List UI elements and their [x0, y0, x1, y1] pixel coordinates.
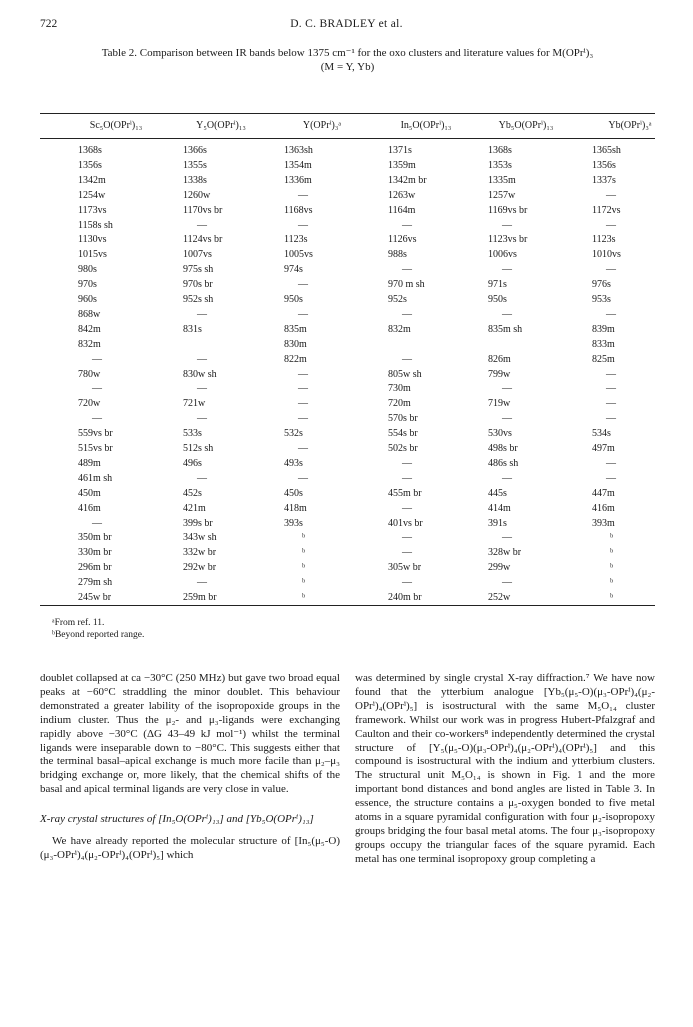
table-cell: 497m [592, 443, 615, 454]
table-cell: 1172vs [592, 204, 621, 216]
table-cell: — [402, 532, 412, 544]
table-cell: ᵇ [302, 532, 306, 544]
table-cell: 1130vs [78, 234, 107, 246]
table-cell: ᵇ [302, 592, 306, 603]
table-cell: 461m sh [78, 472, 113, 484]
table-cell: 970s br [183, 279, 213, 291]
table-cell: 720m [388, 398, 411, 410]
table-row [40, 473, 655, 485]
table-cell: 502s br [388, 443, 418, 454]
table-caption [40, 46, 655, 74]
right-text-column [355, 672, 655, 867]
column-header: Y₅O(OPrⁱ)₁₃ [196, 120, 246, 131]
table-cell: 1257w [488, 189, 516, 201]
table-cell: 1368s [78, 145, 102, 156]
table-cell: 1354m [284, 159, 312, 171]
table-cell: 450m [78, 487, 101, 499]
table-row [40, 339, 655, 351]
table-cell: 332w br [183, 547, 217, 559]
table-cell: — [606, 472, 616, 484]
table-cell: 498s br [488, 443, 518, 454]
table-cell: 1356s [592, 159, 616, 171]
table-cell: — [402, 502, 412, 514]
table-cell: 421m [183, 502, 206, 514]
table-cell: 350m br [78, 532, 112, 544]
table-cell: 1169vs br [488, 204, 528, 216]
table-cell: 830m [284, 338, 307, 350]
table-cell: 1015vs [78, 249, 107, 261]
table-cell: 1363sh [284, 145, 313, 156]
table-cell: 960s [78, 294, 97, 305]
table-cell: 418m [284, 502, 307, 514]
table-cell: 952s [388, 294, 407, 305]
table-cell: 1263w [388, 189, 416, 201]
table-cell: — [502, 219, 512, 231]
column-header: Y(OPrⁱ)₃ᵃ [302, 120, 342, 131]
table-cell: 1164m [388, 204, 416, 216]
table-cell: 1010vs [592, 249, 621, 261]
table-cell: 515vs br [78, 443, 113, 454]
table-cell: — [606, 264, 616, 276]
table-cell: — [298, 308, 308, 320]
table-row [40, 413, 655, 425]
table-cell: 822m [284, 353, 307, 365]
table-cell: ᵇ [610, 577, 614, 589]
table-row [40, 532, 655, 544]
table-cell: 328w br [488, 547, 522, 559]
table-cell: 1123vs br [488, 234, 528, 246]
table-cell: 252w [488, 592, 511, 603]
table-row [40, 160, 655, 172]
table-cell: 719w [488, 398, 511, 410]
table-cell: — [197, 413, 207, 425]
table-cell: 1368s [488, 145, 512, 156]
table-cell: 720w [78, 398, 101, 410]
table-cell: 399s br [183, 517, 213, 529]
table-cell: 1353s [488, 159, 512, 171]
table-cell: — [402, 308, 412, 320]
table-cell: 299w [488, 562, 511, 574]
table-cell: — [502, 532, 512, 544]
table-header-row [40, 120, 655, 134]
table-cell: 1336m [284, 174, 312, 186]
table-row [40, 577, 655, 589]
table-cell: 842m [78, 323, 101, 335]
table-cell: — [197, 219, 207, 231]
table-cell: 831s [183, 323, 202, 335]
table-cell: 1124vs br [183, 234, 223, 246]
table-cell: 570s br [388, 413, 418, 425]
table-cell: — [298, 383, 308, 395]
table-cell: 559vs br [78, 428, 113, 440]
running-header [0, 18, 693, 34]
table-row [40, 264, 655, 276]
table-cell: — [92, 383, 102, 395]
table-row [40, 279, 655, 291]
table-cell: 980s [78, 264, 97, 276]
table-cell: 445s [488, 487, 507, 499]
table-cell: — [402, 472, 412, 484]
table-cell: 953s [592, 294, 611, 305]
table-cell: 1005vs [284, 249, 313, 261]
table-cell: 988s [388, 249, 407, 261]
table-cell: 1371s [388, 145, 412, 156]
table-cell: 240m br [388, 592, 422, 603]
table-cell: 1123s [284, 234, 308, 246]
table-cell: — [298, 398, 308, 410]
section-heading: X-ray crystal structures of [In₅O(OPrⁱ)₁₃] and [Yb₅O(OPrⁱ)₁₃] [40, 813, 314, 826]
table-cell: — [197, 577, 207, 589]
table-cell: 835m [284, 323, 307, 335]
table-cell: 416m [592, 502, 615, 514]
table-cell: 950s [488, 294, 507, 305]
table-cell: 1359m [388, 159, 416, 171]
table-footnotes [52, 617, 144, 641]
table-cell: — [606, 413, 616, 425]
table-cell: 1355s [183, 159, 207, 171]
table-cell: — [606, 368, 616, 380]
column-header: Sc₅O(OPrⁱ)₁₃ [89, 120, 143, 131]
table-row [40, 234, 655, 246]
table-cell: 393s [284, 517, 303, 529]
table-row [40, 294, 655, 306]
table-cell: 826m [488, 353, 511, 365]
table-cell: 292w br [183, 562, 217, 574]
table-cell: — [606, 189, 616, 201]
table-cell: 391s [488, 517, 507, 529]
table-cell: 868w [78, 308, 101, 320]
table-cell: 493s [284, 457, 303, 469]
table-row [40, 383, 655, 395]
table-cell: 971s [488, 279, 507, 291]
table-cell: 1337s [592, 174, 616, 186]
table-cell: 839m [592, 323, 615, 335]
table-cell: 1158s sh [78, 219, 113, 231]
column-header: In₅O(OPrⁱ)₁₃ [400, 120, 452, 131]
table-cell: 1123s [592, 234, 616, 246]
table-cell: 1168vs [284, 204, 313, 216]
table-row [40, 175, 655, 187]
table-cell: — [298, 189, 308, 201]
table-cell: — [402, 547, 412, 559]
table-cell: 416m [78, 502, 101, 514]
table-row [40, 205, 655, 217]
table-cell: 1170vs br [183, 204, 223, 216]
table-cell: — [298, 443, 308, 454]
table-cell: 1342m [78, 174, 106, 186]
table-row [40, 592, 655, 604]
table-cell: 974s [284, 264, 303, 276]
table-cell: 730m [388, 383, 411, 395]
running-title: D. C. BRADLEY et al. [290, 18, 403, 30]
table-cell: 952s sh [183, 294, 214, 305]
table-cell: — [502, 308, 512, 320]
left-text-column [40, 672, 340, 863]
table-cell: 259m br [183, 592, 217, 603]
table-row [40, 518, 655, 530]
table-cell: 296m br [78, 562, 112, 574]
table-cell: 330m br [78, 547, 112, 559]
page-number: 722 [40, 18, 58, 30]
table-cell: — [606, 383, 616, 395]
table-cell: — [298, 472, 308, 484]
table-row [40, 562, 655, 574]
table-cell: — [402, 577, 412, 589]
table-row [40, 249, 655, 261]
table-cell: — [606, 457, 616, 469]
table-cell: ᵇ [610, 592, 614, 603]
table-header-rule [40, 138, 655, 139]
table-cell: 832m [388, 323, 411, 335]
column-header: Yb(OPrⁱ)₃ᵃ [608, 120, 652, 131]
table-cell: 554s br [388, 428, 418, 440]
table-cell: 1006vs [488, 249, 517, 261]
table-cell: 279m sh [78, 577, 113, 589]
table-cell: — [402, 457, 412, 469]
table-cell: 343w sh [183, 532, 217, 544]
table-cell: 780w [78, 368, 101, 380]
table-cell: 805w sh [388, 368, 422, 380]
table-cell: — [402, 353, 412, 365]
table-cell: — [502, 264, 512, 276]
table-cell: — [298, 219, 308, 231]
left-paragraph-1: doublet collapsed at ca −30°C (250 MHz) but gave two broad equal peaks at −60°C straddling the minor doublet. This behaviour demonstrated a greater lability of the isopropoxide groups in the indium cluster. Thus the μ₂- and μ₃-ligands were exchanging rapidly above −30°C (ΔG 43–49 kJ mol⁻¹) whilst the terminal ligands were inseparable down to −80°C. This suggests either that the terminal basal–apical exchange is much more facile than μ₂–μ₃ bridging exchange or, more likely, that the chemical shifts of the basal and apical terminal ligands are very close in value. [40, 672, 340, 796]
table-cell: 450s [284, 487, 303, 499]
table-row [40, 398, 655, 410]
table-cell: 970 m sh [388, 279, 425, 291]
table-cell: — [502, 472, 512, 484]
table-cell: 835m sh [488, 323, 523, 335]
table-cell: 393m [592, 517, 615, 529]
table-cell: — [298, 279, 308, 291]
table-cell: — [606, 308, 616, 320]
table-row [40, 458, 655, 470]
table-cell: 455m br [388, 487, 422, 499]
table-cell: ᵇ [610, 562, 614, 574]
table-cell: 534s [592, 428, 611, 440]
table-row [40, 428, 655, 440]
table-cell: 830w sh [183, 368, 217, 380]
left-paragraph-2: We have already reported the molecular structure of [In₅(μ₅-O)(μ₃-OPrⁱ)₄(μ₂-OPrⁱ)₄(OPrⁱ)₅] which [40, 835, 340, 861]
table-cell: 486s sh [488, 457, 519, 469]
table-cell: 721w [183, 398, 206, 410]
table-caption-line1: Table 2. Comparison between IR bands below 1375 cm⁻¹ for the oxo clusters and literature values for M(OPrⁱ)₃ [101, 47, 594, 59]
table-cell: 512s sh [183, 443, 214, 454]
table-cell: 401vs br [388, 517, 423, 529]
table-cell: 1260w [183, 189, 211, 201]
table-cell: 489m [78, 457, 101, 469]
table-row [40, 503, 655, 515]
table-cell: 975s sh [183, 264, 214, 276]
table-top-rule [40, 113, 655, 114]
table-cell: 414m [488, 502, 511, 514]
table-cell: — [197, 383, 207, 395]
table-cell: 1365sh [592, 145, 621, 156]
table-cell: 1356s [78, 159, 102, 171]
table-row [40, 145, 655, 157]
table-cell: ᵇ [610, 547, 614, 559]
table-cell: 305w br [388, 562, 422, 574]
column-header: Yb₅O(OPrⁱ)₁₃ [498, 120, 554, 131]
table-bottom-rule [40, 605, 655, 606]
table-cell: 1338s [183, 174, 207, 186]
table-row [40, 443, 655, 455]
table-row [40, 190, 655, 202]
table-cell: — [92, 413, 102, 425]
table-cell: ᵇ [302, 562, 306, 574]
table-cell: — [606, 398, 616, 410]
table-cell: — [402, 264, 412, 276]
table-cell: 1173vs [78, 204, 107, 216]
table-row [40, 547, 655, 559]
footnote-b: ᵇBeyond reported range. [52, 630, 145, 640]
table-cell: — [298, 368, 308, 380]
table-row [40, 369, 655, 381]
table-cell: ᵇ [302, 547, 306, 559]
table-row [40, 488, 655, 500]
table-cell: ᵇ [302, 577, 306, 589]
table-cell: 1007vs [183, 249, 212, 261]
table-cell: 452s [183, 487, 202, 499]
table-cell: 1342m br [388, 174, 427, 186]
table-cell: 532s [284, 428, 303, 440]
table-cell: — [197, 308, 207, 320]
table-caption-line2: (M = Y, Yb) [320, 61, 375, 73]
table-cell: 976s [592, 279, 611, 291]
table-cell: — [197, 353, 207, 365]
right-paragraph-1: was determined by single crystal X-ray diffraction.⁷ We have now found that the ytterbium analogue [Yb₅(μ₅-O)(μ₃-OPrⁱ)₄(μ₂-OPrⁱ)₄(OPrⁱ)₅] is isostructural with the same M₅O₁₄ cluster framework. Whilst our work was in progress Hubert-Pfalzgraf and Caulton and their co-workers⁸ independently determined the crystal structure of [Y₅(μ₅-O)(μ₃-OPrⁱ)₄(μ₂-OPrⁱ)₄(OPrⁱ)₅] and this compound is isostructural with the indium and ytterbium clusters. The structural unit M₅O₁₄ is shown in Fig. 1 and the more important bond distances and bond angles are listed in Table 3. In essence, the structure contains a μ₅-oxygen bonded to five metal atoms in a square pyramidal configuration with four μ₂-isopropoxy groups bridging the four basal metal atoms. The four μ₃-isopropoxy groups occupy the triangular faces of the square pyramid. Each metal has one terminal isopropoxy group completing a [355, 672, 655, 865]
table-cell: — [197, 472, 207, 484]
table-cell: ᵇ [610, 532, 614, 544]
table-cell: — [92, 517, 102, 529]
table-cell: — [502, 383, 512, 395]
table-cell: 970s [78, 279, 97, 291]
table-cell: — [606, 219, 616, 231]
table-cell: 832m [78, 338, 101, 350]
table-cell: 1126vs [388, 234, 417, 246]
table-cell: 1335m [488, 174, 516, 186]
table-cell: 447m [592, 487, 615, 499]
table-row [40, 309, 655, 321]
table-cell: 833m [592, 338, 615, 350]
table-cell: 533s [183, 428, 202, 440]
footnote-a: ᵃFrom ref. 11. [52, 618, 105, 628]
table-row [40, 354, 655, 366]
table-cell: 245w br [78, 592, 112, 603]
table-cell: 496s [183, 457, 202, 469]
table-cell: — [298, 413, 308, 425]
table-cell: — [92, 353, 102, 365]
table-cell: 825m [592, 353, 615, 365]
table-cell: 950s [284, 294, 303, 305]
table-cell: 1366s [183, 145, 207, 156]
table-cell: 799w [488, 368, 511, 380]
table-row [40, 220, 655, 232]
table-cell: — [502, 413, 512, 425]
table-row [40, 324, 655, 336]
table-cell: — [502, 577, 512, 589]
table-cell: — [402, 219, 412, 231]
table-cell: 530vs [488, 428, 512, 440]
table-cell: 1254w [78, 189, 106, 201]
